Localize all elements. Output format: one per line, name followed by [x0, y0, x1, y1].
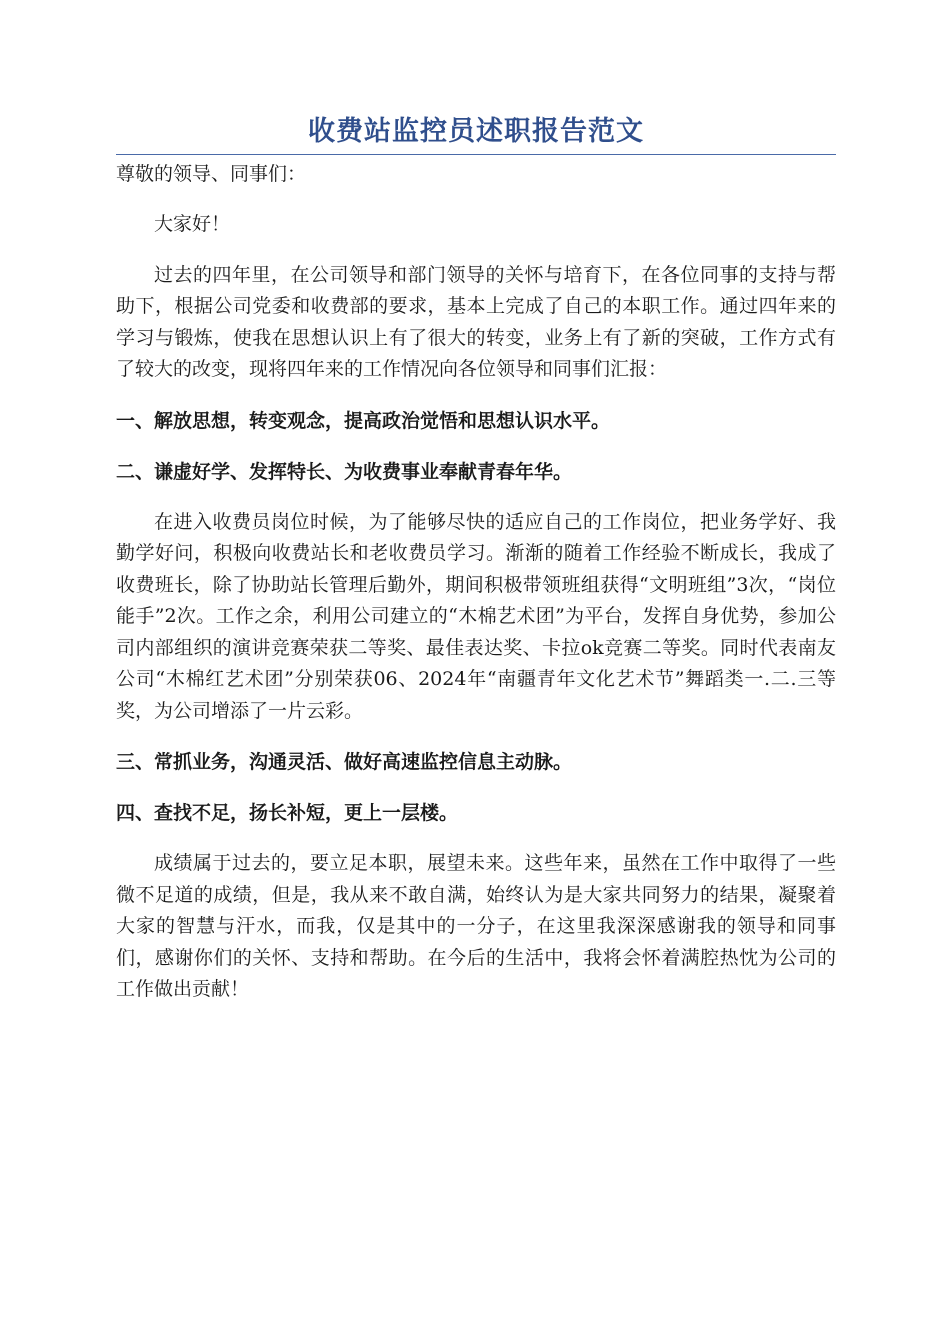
- page-title: 收费站监控员述职报告范文: [116, 112, 836, 155]
- section-heading-2: 二、谦虚好学、发挥特长、为收费事业奉献青春年华。: [116, 460, 573, 483]
- paragraph-conclusion: 成绩属于过去的，要立足本职，展望未来。这些年来，虽然在工作中取得了一些微不足道的成绩，但是，我从来不敢自满，始终认为是大家共同努力的结果，凝聚着大家的智慧与汗水，而我，仅是其中的一分子，在这里我深深感谢我的领导和同事们，感谢你们的关怀、支持和帮助。在今后的生活中，我将会怀着满腔热忱为公司的工作做出贡献！: [116, 852, 836, 1000]
- section-heading-3: 三、常抓业务，沟通灵活、做好高速监控信息主动脉。: [116, 751, 573, 773]
- greeting: 大家好！: [154, 213, 231, 235]
- paragraph-intro: 过去的四年里，在公司领导和部门领导的关怀与培育下，在各位同事的支持与帮助下，根据公司党委和收费部的要求，基本上完成了自己的本职工作。通过四年来的学习与锻炼，使我在思想认识上有了很大的转变，业务上有了新的突破，工作方式有了较大的改变，现将四年来的工作情况向各位领导和同事们汇报：: [116, 263, 836, 380]
- section-heading-4: 四、查找不足，扬长补短，更上一层楼。: [116, 802, 459, 824]
- paragraph-section-2: 在进入收费员岗位时候，为了能够尽快的适应自己的工作岗位，把业务学好、我勤学好问，积极向收费站长和老收费员学习。渐渐的随着工作经验不断成长，我成了收费班长，除了协助站长管理后勤外，期间积极带领班组获得“文明班组”3次，“岗位能手”2次。工作之余，利用公司建立的“木棉艺术团”为平台，发挥自身优势，参加公司内部组织的演讲竞赛荣获二等奖、最佳表达奖、卡拉ok竞赛二等奖。同时代表南友公司“木棉红艺术团”分别荣获06、2024年“南疆青年文化艺术节”舞蹈类一.二.三等奖，为公司增添了一片云彩。: [116, 510, 836, 722]
- salutation: 尊敬的领导、同事们：: [116, 163, 307, 185]
- document-page: [116, 112, 836, 1006]
- section-heading-1: 一、解放思想，转变观念，提高政治觉悟和思想认识水平。: [116, 409, 611, 432]
